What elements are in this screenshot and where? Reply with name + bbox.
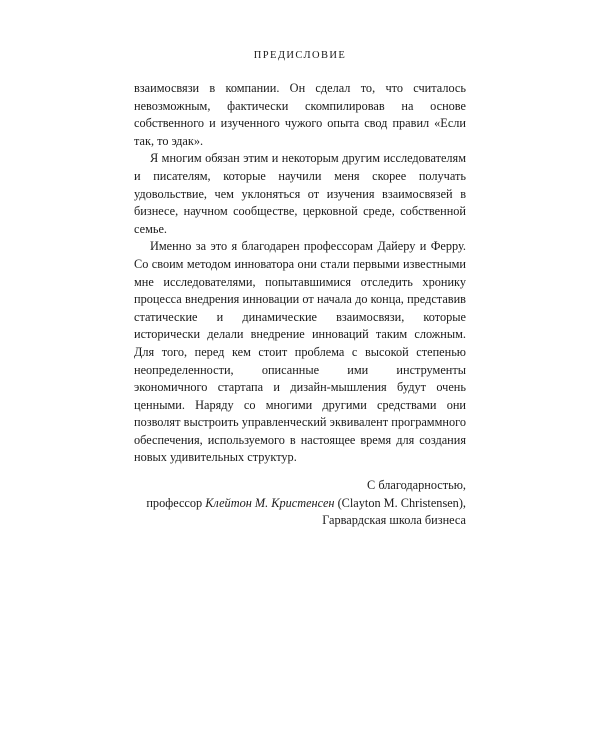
running-head-title: ПРЕДИСЛОВИЕ (253, 50, 347, 61)
paragraph-1: взаимосвязи в компании. Он сделал то, что считалось невозможным, фактически скомпилировав на основе собственного и изученного чужого опыта свод правил «Если так, то эдак». (134, 81, 466, 148)
signature-title-prefix: профессор (146, 495, 203, 510)
signature-affiliation: Гарвардская школа бизнеса (322, 513, 466, 528)
signature-author-line (134, 495, 466, 513)
signature-closing: С благодарностью, (367, 478, 466, 493)
signature-author-name: Клейтон М. Кристенсен (205, 495, 335, 510)
paragraph-3: Именно за это я благодарен профессорам Дайеру и Ферру. Со своим методом инноватора они стали первыми известными мне исследователями, попытавшимися отследить хронику процесса внедрения инновации от начала до конца, представив статические и динамические взаимосвязи, которые исторически делали внедрение инноваций таким сложным. Для того, перед кем стоит проблема с высокой степенью неопределенности, описанные ими инструменты экономичного стартапа и дизайн-мышления будут очень ценными. Наряду со многими другими средствами они позволят выстроить управленческий эквивалент программного обеспечения, используемого в настоящее время для создания новых удивительных структур. (134, 239, 466, 465)
body-text (134, 80, 466, 530)
signature-block (134, 477, 466, 530)
paragraph-2: Я многим обязан этим и некоторым другим исследователям и писателям, которые научили меня скорее получать удовольствие, чем уклоняться от изучения взаимосвязей в бизнесе, научном сообществе, церковной среде, собственной семье. (134, 151, 466, 236)
signature-author-name-original: (Clayton M. Christensen), (337, 495, 466, 510)
